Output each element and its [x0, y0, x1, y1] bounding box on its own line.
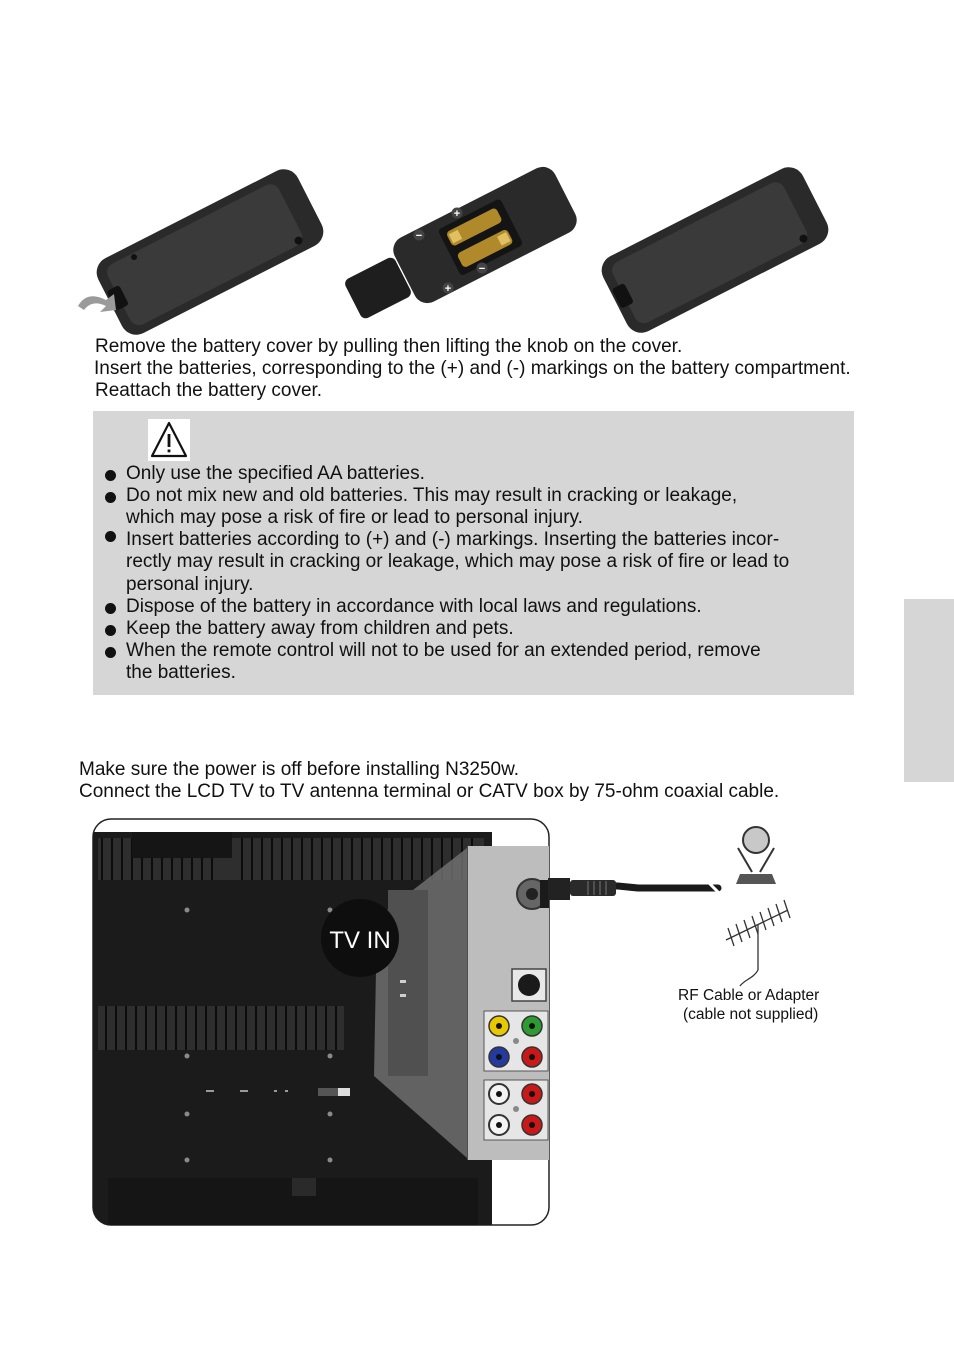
bullet-icon: [105, 603, 116, 614]
install-line-1: Make sure the power is off before installing N3250w.: [79, 759, 520, 780]
tv-in-label: TV IN: [329, 927, 391, 954]
warning-text: rectly may result in cracking or leakage, which may pose a risk of fire or lead to: [126, 551, 790, 572]
svg-text:−: −: [415, 230, 423, 242]
install-line-2: Connect the LCD TV to TV antenna terminal or CATV box by 75-ohm coaxial cable.: [79, 781, 780, 802]
warning-text: Do not mix new and old batteries. This may result in cracking or leakage,: [126, 485, 738, 506]
antenna-dish-icon: [736, 827, 776, 884]
svg-text:+: +: [453, 208, 461, 220]
antenna-cable-illustration: [548, 820, 808, 990]
warning-text: Keep the battery away from children and pets.: [126, 618, 514, 639]
battery-step-2: Insert the batteries, corresponding to the (+) and (-) markings on the battery compartment.: [94, 358, 851, 379]
caution-panel: [93, 411, 854, 695]
remote-back-cover-remove: [91, 164, 329, 335]
bullet-icon: [105, 625, 116, 636]
remote-back-cover-closed: [596, 162, 834, 335]
warning-text: When the remote control will not to be used for an extended period, remove: [126, 640, 761, 661]
rf-cable-caption-line2: (cable not supplied): [683, 1006, 819, 1023]
warning-text: the batteries.: [126, 662, 236, 683]
warning-text: Dispose of the battery in accordance with local laws and regulations.: [126, 596, 702, 617]
tv-rear-diagram: [92, 818, 550, 1228]
rf-cable-caption-line1: RF Cable or Adapter: [678, 987, 820, 1004]
warning-text: which may pose a risk of fire or lead to personal injury.: [126, 507, 583, 528]
bullet-icon: [105, 470, 116, 481]
page-side-tab: [904, 599, 954, 782]
battery-step-3: Reattach the battery cover.: [95, 380, 323, 401]
warning-triangle-icon: [148, 419, 190, 461]
warning-text: Insert batteries according to (+) and (-) markings. Inserting the batteries incor-: [126, 529, 780, 550]
warning-text: personal injury.: [126, 574, 254, 595]
bullet-icon: [105, 647, 116, 658]
warning-text: Only use the specified AA batteries.: [126, 463, 425, 484]
svg-text:+: +: [444, 283, 452, 295]
antenna-yagi-icon: [726, 900, 790, 986]
remote-illustrations: [70, 160, 840, 335]
battery-step-1: Remove the battery cover by pulling then lifting the knob on the cover.: [95, 336, 683, 357]
bullet-icon: [105, 531, 116, 542]
svg-text:−: −: [478, 263, 486, 275]
bullet-icon: [105, 492, 116, 503]
